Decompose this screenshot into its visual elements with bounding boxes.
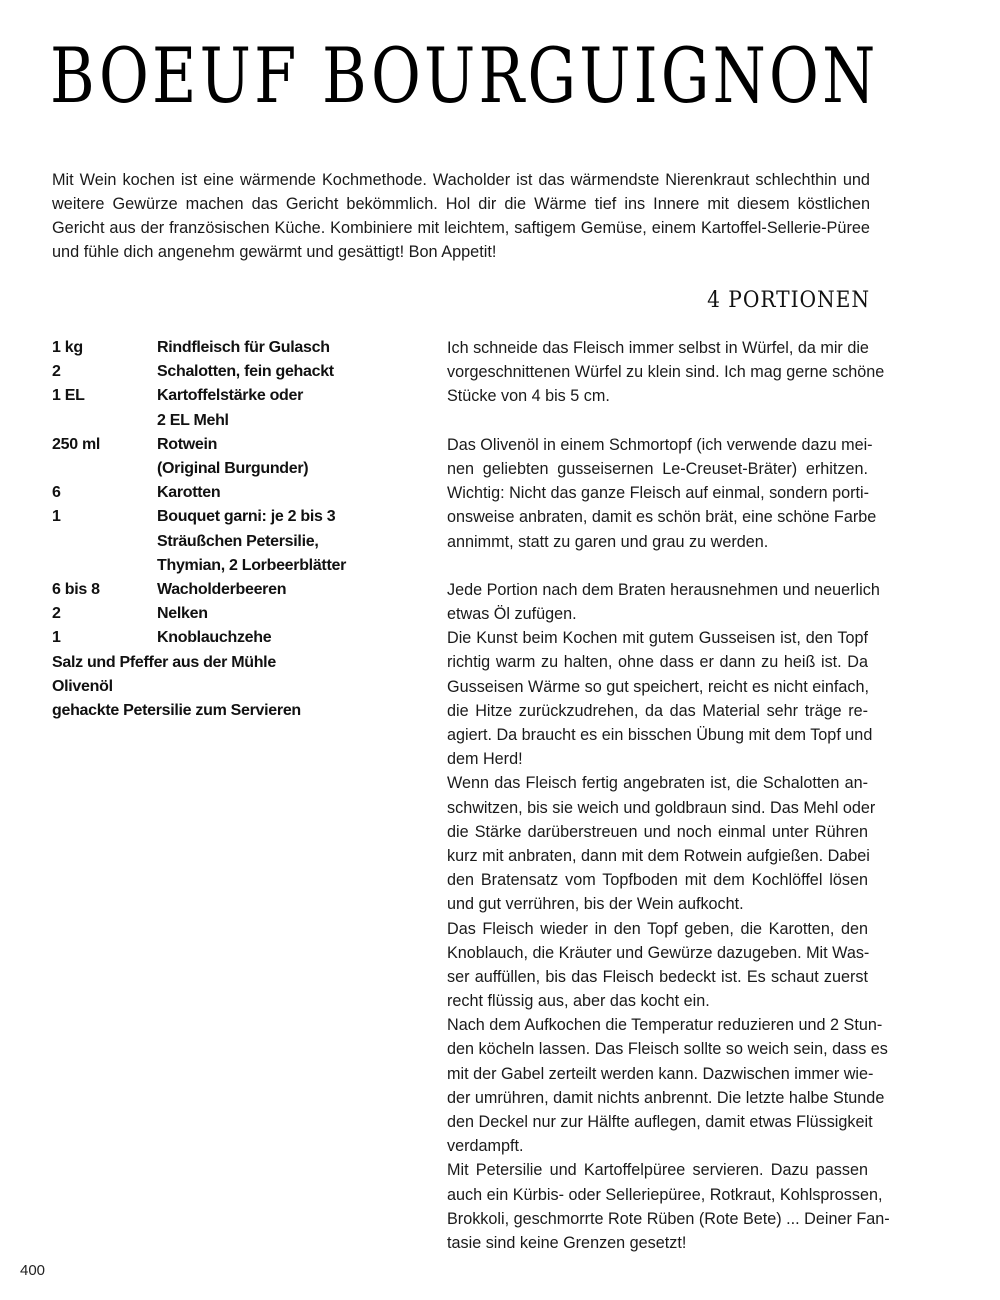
ingredient-name-line: Nelken — [157, 605, 208, 623]
method-line: Das Fleisch wieder in den Topf geben, die Karotten, den — [447, 919, 868, 938]
ingredient-quantity: 2 — [52, 605, 61, 623]
method-line: die Hitze zurückzudrehen, da das Material sehr träge re- — [447, 701, 868, 720]
method-text — [447, 336, 890, 1255]
method-spacer — [447, 409, 868, 433]
ingredient-row — [52, 360, 412, 384]
ingredient-name — [157, 578, 412, 602]
method-line: onsweise anbraten, damit es schön brät, eine schöne Farbe — [447, 508, 877, 527]
ingredient-row — [52, 626, 412, 650]
ingredient-name — [157, 505, 412, 578]
ingredient-row — [52, 336, 412, 360]
ingredient-name — [157, 384, 412, 432]
method-line: recht flüssig aus, aber das kocht ein. — [447, 992, 710, 1011]
ingredient-name-line: Bouquet garni: je 2 bis 3 — [157, 508, 336, 526]
method-line: Knoblauch, die Kräuter und Gewürze dazugeben. Mit Was- — [447, 943, 870, 962]
method-line: tasie sind keine Grenzen gesetzt! — [447, 1233, 687, 1252]
method-line: Wenn das Fleisch fertig angebraten ist, die Schalotten an- — [447, 774, 868, 793]
ingredient-name-line: Karotten — [157, 484, 221, 502]
ingredient-quantity: 6 bis 8 — [52, 581, 100, 599]
method-line: den köcheln lassen. Das Fleisch sollte so weich sein, dass es — [447, 1040, 888, 1059]
recipe-title: BOEUF BOURGUIGNON — [50, 31, 879, 120]
method-line: richtig warm zu halten, ohne dass er dann zu heiß ist. Da — [447, 653, 868, 672]
method-line: Die Kunst beim Kochen mit gutem Gusseisen ist, den Topf — [447, 629, 868, 648]
ingredient-name-line: Rotwein — [157, 435, 218, 453]
ingredient-quantity: 1 — [52, 508, 61, 526]
ingredient-name-line: Rindfleisch für Gulasch — [157, 339, 330, 356]
recipe-intro: Mit Wein kochen ist eine wärmende Kochmethode. Wacholder ist das wärmendste Nierenkraut schlechthin und weitere Gewürze machen das Gericht bekömmlich. Hol dir die Wärme tief ins Innere mit diesem köstlichen Gericht aus der französischen Küche. Kombiniere mit leichtem, saftigem Gemüse, einem Kartoffel-Sellerie-Püree und fühle dich angenehm gewärmt und gesättigt! Bon Appetit! — [52, 171, 870, 261]
method-line: den Deckel nur zur Hälfte auflegen, damit etwas Flüssigkeit — [447, 1113, 873, 1131]
ingredient-name — [157, 481, 412, 505]
method-line: Stücke von 4 bis 5 cm. — [447, 387, 610, 406]
method-line: ser auffüllen, bis das Fleisch bedeckt ist. Es schaut zuerst — [447, 967, 868, 986]
ingredient-row — [52, 481, 412, 505]
ingredient-quantity: 1 EL — [52, 387, 85, 405]
ingredient-name-line: Schalotten, fein gehackt — [157, 363, 334, 381]
ingredient-name — [157, 336, 412, 360]
ingredient-name-line: Wacholderbeeren — [157, 581, 287, 599]
ingredient-name-line: Sträußchen Petersilie, — [157, 532, 319, 550]
ingredient-name — [157, 360, 412, 384]
ingredient-row — [52, 384, 412, 432]
method-line: Mit Petersilie und Kartoffelpüree servieren. Dazu passen — [447, 1161, 868, 1180]
method-line: mit der Gabel zerteilt werden kann. Dazwischen immer wie- — [447, 1064, 874, 1083]
ingredient-name-line: Knoblauchzehe — [157, 629, 272, 647]
ingredient-name — [157, 602, 412, 626]
method-line: dem Herd! — [447, 750, 523, 769]
ingredient-extra: Salz und Pfeffer aus der Mühle — [52, 653, 276, 671]
method-line: agiert. Da braucht es ein bisschen Übung mit dem Topf und — [447, 726, 873, 744]
ingredient-name-line: Thymian, 2 Lorbeerblätter — [157, 556, 346, 574]
method-line: vorgeschnittenen Würfel zu klein sind. Ich mag gerne schöne — [447, 363, 885, 382]
method-line: Das Olivenöl in einem Schmortopf (ich verwende dazu mei- — [447, 435, 873, 454]
method-line: Wichtig: Nicht das ganze Fleisch auf einmal, sondern porti- — [447, 484, 869, 503]
method-line: Jede Portion nach dem Braten herausnehmen und neuerlich — [447, 580, 880, 599]
method-line: und gut verrühren, bis der Wein aufkocht. — [447, 895, 744, 914]
ingredient-name — [157, 433, 412, 481]
method-line: die Stärke darüberstreuen und noch einmal unter Rühren — [447, 822, 868, 841]
ingredient-row — [52, 578, 412, 602]
ingredient-list — [52, 336, 412, 723]
ingredient-name-line: (Original Burgunder) — [157, 460, 309, 478]
ingredient-quantity: 1 kg — [52, 339, 83, 356]
method-line: Ich schneide das Fleisch immer selbst in Würfel, da mir die — [447, 339, 869, 357]
ingredient-quantity: 250 ml — [52, 435, 101, 453]
ingredient-quantity: 6 — [52, 484, 61, 502]
ingredient-name-line: Kartoffelstärke oder — [157, 387, 304, 405]
ingredient-quantity: 2 — [52, 363, 61, 381]
servings-label: 4 PORTIONEN — [707, 288, 870, 313]
method-spacer — [447, 554, 868, 578]
method-line: den Bratensatz vom Topfboden mit dem Kochlöffel lösen — [447, 871, 868, 890]
ingredient-row — [52, 433, 412, 481]
ingredient-name — [157, 626, 412, 650]
ingredient-extra: Olivenöl — [52, 677, 113, 695]
ingredient-row — [52, 505, 412, 578]
method-line: nen geliebten gusseisernen Le-Creuset-Bräter) erhitzen. — [447, 459, 868, 478]
ingredient-quantity: 1 — [52, 629, 61, 647]
method-line: Nach dem Aufkochen die Temperatur reduzieren und 2 Stun- — [447, 1016, 883, 1035]
ingredient-extra: gehackte Petersilie zum Servieren — [52, 702, 301, 720]
ingredient-row — [52, 602, 412, 626]
method-line: annimmt, statt zu garen und grau zu werden. — [447, 532, 769, 551]
method-line: der umrühren, damit nichts anbrennt. Die letzte halbe Stunde — [447, 1088, 885, 1107]
method-line: schwitzen, bis sie weich und goldbraun sind. Das Mehl oder — [447, 798, 876, 817]
method-line: Gusseisen Wärme so gut speichert, reicht es nicht einfach, — [447, 677, 869, 696]
method-line: kurz mit anbraten, dann mit dem Rotwein aufgießen. Dabei — [447, 846, 870, 865]
method-line: verdampft. — [447, 1137, 524, 1156]
method-line: etwas Öl zufügen. — [447, 605, 577, 624]
page-number: 400 — [20, 1262, 46, 1279]
method-line: Brokkoli, geschmorrte Rote Rüben (Rote Bete) ... Deiner Fan- — [447, 1209, 890, 1228]
method-line: auch ein Kürbis- oder Selleriepüree, Rotkraut, Kohlsprossen, — [447, 1185, 883, 1204]
ingredient-name-line: 2 EL Mehl — [157, 411, 229, 429]
